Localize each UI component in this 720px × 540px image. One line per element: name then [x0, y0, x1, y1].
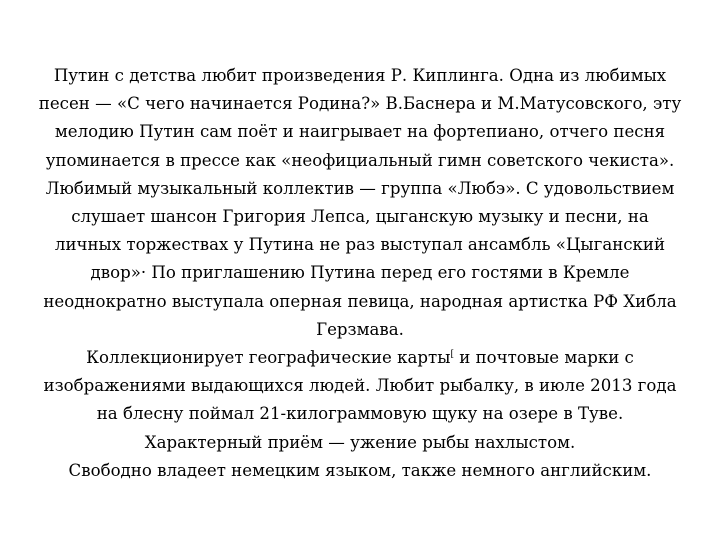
text-line: мелодию Путин сам поёт и наигрывает на фортепиано, отчего песня	[54, 122, 666, 142]
text-line: упоминается в прессе как «неофициальный гимн советского чекиста».	[45, 150, 675, 170]
text-line: неоднократно выступала оперная певица, народная артистка РФ Хибла	[43, 291, 677, 311]
text-line: слушает шансон Григория Лепса, цыганскую музыку и песни, на	[71, 207, 649, 227]
text-segment: и почтовые марки с	[459, 348, 634, 368]
body-text	[8, 62, 712, 485]
text-line: двор»· По приглашению Путина перед его гостями в Кремле	[90, 263, 630, 283]
text-line: Путин с детства любит произведения Р. Киплинга. Одна из любимых	[53, 66, 667, 85]
text-line: песен — «С чего начинается Родина?» В.Баснера и М.Матусовского, эту	[38, 94, 682, 114]
text-line: Герзмава.	[316, 319, 404, 339]
text-line: на блесну поймал 21-килограммовую щуку на озере в Туве.	[96, 404, 624, 424]
text-line: изображениями выдающихся людей. Любит рыбалку, в июле 2013 года	[43, 376, 677, 396]
text-line: личных торжествах у Путина не раз выступал ансамбль «Цыганский	[54, 235, 666, 255]
text-segment: Коллекционирует географические карты	[86, 348, 451, 368]
footnote-mark: [	[450, 349, 454, 360]
text-line: Свободно владеет немецким языком, также немного английским.	[68, 460, 652, 480]
text-line: Любимый музыкальный коллектив — группа «Любэ». С удовольствием	[45, 178, 675, 198]
text-line: Характерный приём — ужение рыбы нахлыстом.	[144, 432, 576, 452]
text-line-with-footnote	[8, 344, 712, 372]
